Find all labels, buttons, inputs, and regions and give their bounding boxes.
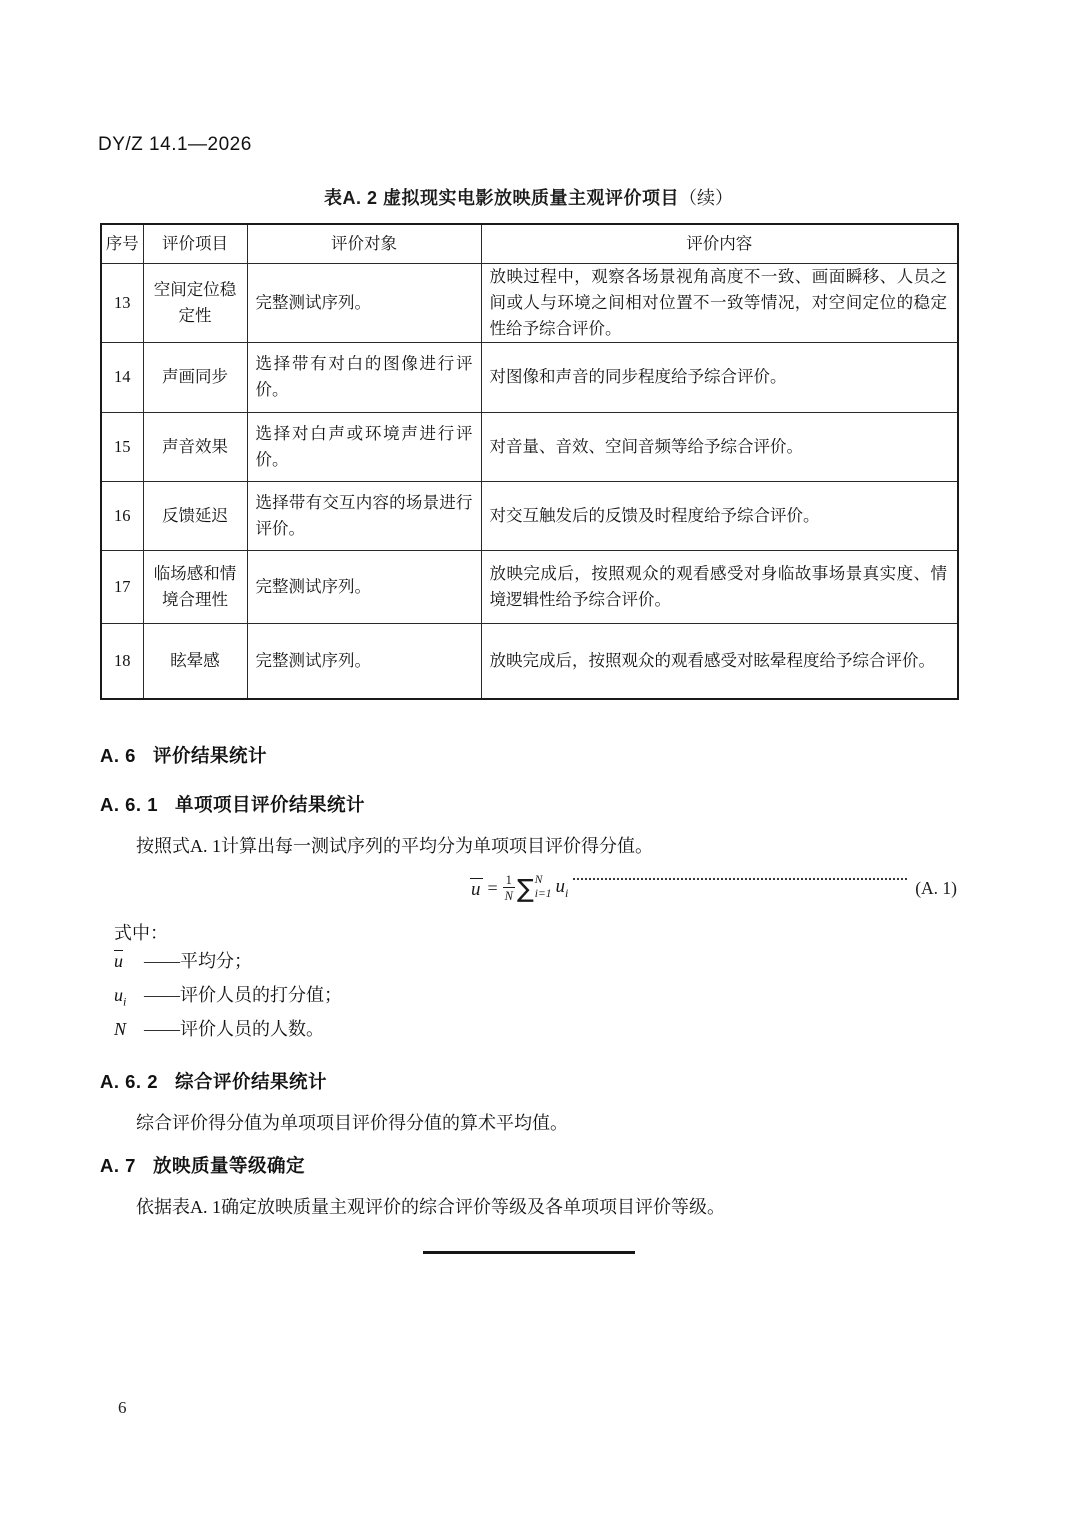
symbol-line: $u_i$ ——评价人员的打分值； [114,982,957,1016]
symbol-definition: ——评价人员的人数。 [144,1018,324,1039]
symbol-score: u [114,984,123,1005]
paragraph-a62: 综合评价得分值为单项项目评价得分值的算术平均值。 [136,1112,568,1133]
doc-number: DY/Z 14.1—2026 [98,134,252,155]
cell-item: 临场感和情境合理性 [143,550,247,623]
heading-a61 [100,791,957,817]
column-header-target: 评价对象 [247,224,481,263]
table-row [101,412,958,481]
symbol-line [114,948,957,982]
heading-a6 [100,742,957,768]
cell-target: 完整测试序列。 [247,550,481,623]
heading-a62-title: 综合评价结果统计 [175,1070,328,1092]
heading-a7 [100,1152,957,1178]
table-title-main: 表A. 2 虚拟现实电影放映质量主观评价项目 [323,188,679,208]
cell-no: 15 [101,412,143,481]
page-number: 6 [118,1398,127,1417]
paragraph-a7: 依据表A. 1确定放映质量主观评价的综合评价等级及各单项项目评价等级。 [136,1196,725,1217]
cell-content: 放映过程中，观察各场景视角高度不一致、画面瞬移、人员之间或人与环境之间相对位置不一致等情况，对空间定位的稳定性给予综合评价。 [481,263,958,342]
table-row [101,263,958,342]
document-end-rule [423,1251,635,1254]
column-header-content: 评价内容 [481,224,958,263]
equation-number: (A. 1) [915,877,957,898]
summation-limits: N i=1 [534,874,552,900]
formula-a1 [100,869,957,907]
cell-item: 反馈延迟 [143,481,247,550]
mean-symbol: u [471,878,481,900]
symbol-mean: u [114,950,123,971]
cell-target: 选择带有交互内容的场景进行评价。 [247,481,481,550]
cell-target: 完整测试序列。 [247,263,481,342]
cell-target: 选择带有对白的图像进行评价。 [247,342,481,412]
heading-a62-number: A. 6. 2 [100,1070,158,1092]
cell-target: 完整测试序列。 [247,623,481,699]
table-row [101,550,958,623]
table-row [101,342,958,412]
cell-target: 选择对白声或环境声进行评价。 [247,412,481,481]
cell-no: 14 [101,342,143,412]
equals-sign: = [487,877,498,898]
table-title [100,184,957,210]
where-intro: 式中： [114,923,168,943]
cell-content: 放映完成后，按照观众的观看感受对身临故事场景真实度、情境逻辑性给予综合评价。 [481,550,958,623]
page-content [100,184,957,1254]
paragraph-a61: 按照式A. 1计算出每一测试序列的平均分为单项项目评价得分值。 [136,836,653,856]
table-header-row [101,224,958,263]
cell-no: 17 [101,550,143,623]
heading-a61-number: A. 6. 1 [100,794,158,815]
summation-symbol: ∑ [516,873,534,903]
table-row [101,481,958,550]
table-title-continued: （续） [679,188,733,208]
cell-content: 对音量、音效、空间音频等给予综合评价。 [481,412,958,481]
cell-item: 声画同步 [143,342,247,412]
heading-a62 [100,1068,957,1094]
fraction: $\frac{1}{N}$ [504,872,513,903]
cell-no: 16 [101,481,143,550]
summation-term: $u_i$ [555,875,569,900]
formula-expression [470,873,568,904]
heading-a7-title: 放映质量等级确定 [152,1154,305,1176]
dotted-leader [573,878,907,880]
cell-content: 对图像和声音的同步程度给予综合评价。 [481,342,958,412]
symbol-definition: ——平均分； [144,950,252,971]
heading-a61-title: 单项项目评价结果统计 [175,794,366,815]
column-header-no: 序号 [101,224,143,263]
cell-item: 声音效果 [143,412,247,481]
symbol-count: N [114,1018,127,1039]
table-row [101,623,958,699]
evaluation-table [100,223,959,700]
cell-no: 13 [101,263,143,342]
cell-item: 空间定位稳定性 [143,263,247,342]
cell-no: 18 [101,623,143,699]
symbol-line [114,1016,957,1050]
cell-content: 对交互触发后的反馈及时程度给予综合评价。 [481,481,958,550]
column-header-item: 评价项目 [143,224,247,263]
heading-a7-number: A. 7 [100,1154,136,1176]
heading-a6-number: A. 6 [100,745,136,766]
symbol-definitions [114,920,957,1050]
cell-item: 眩晕感 [143,623,247,699]
symbol-definition: ——评价人员的打分值； [144,984,342,1005]
cell-content: 放映完成后，按照观众的观看感受对眩晕程度给予综合评价。 [481,623,958,699]
heading-a6-title: 评价结果统计 [152,745,267,766]
